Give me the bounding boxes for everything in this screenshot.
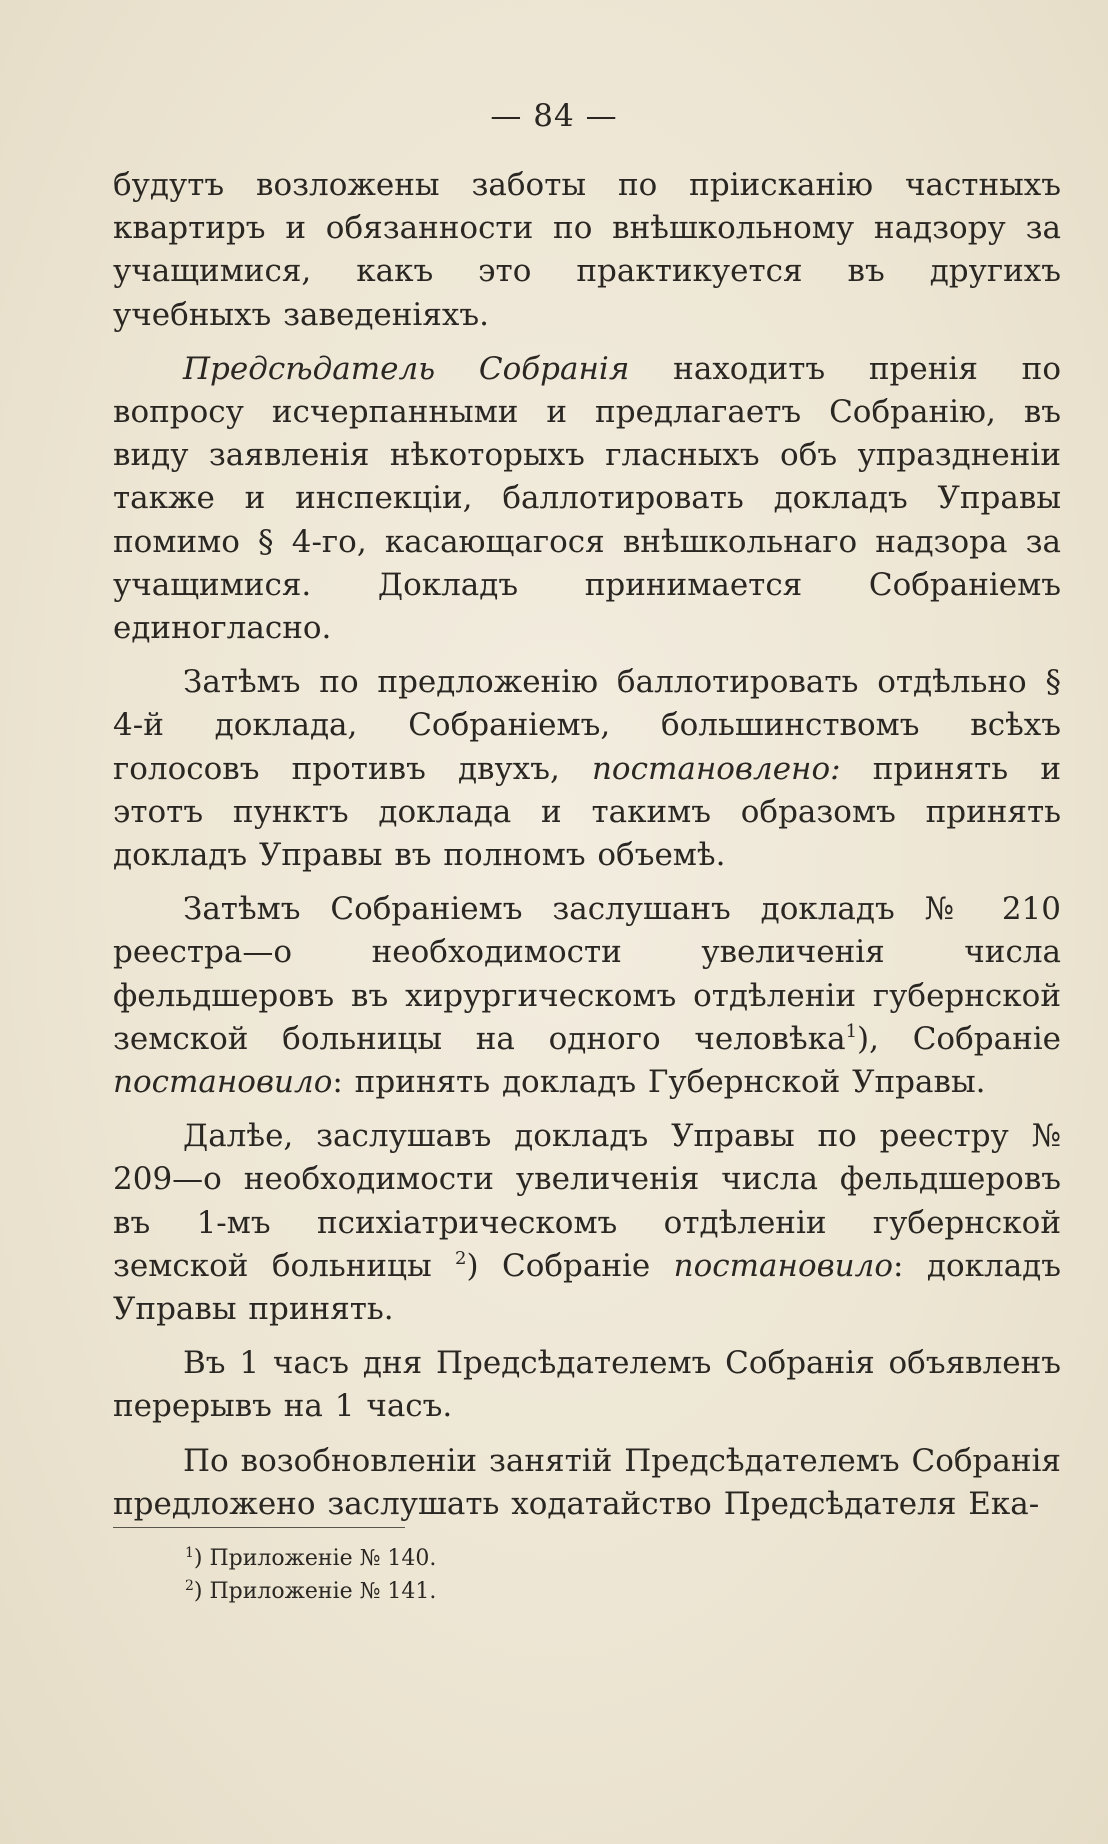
page-number: — 84 — xyxy=(490,98,618,134)
resolution-italic: постановило xyxy=(113,1064,333,1101)
paragraph-3 xyxy=(113,661,1061,877)
paragraph-7-text: По возобновленiи занятiй Предсѣдателемъ Собранiя предложено заслушать ходатайство Предсѣдателя Ека- xyxy=(113,1442,1061,1522)
paragraph-2 xyxy=(113,348,1061,650)
paragraph-4-text-after: : принять докладъ Губернской Управы. xyxy=(332,1064,986,1101)
chairman-italic-lead: Предсѣдатель Собранiя xyxy=(183,350,630,387)
footnote-mark-2: 2 xyxy=(185,1578,194,1594)
paragraph-3-text-before: Затѣмъ по предложенiю баллотировать отдѣльно § 4-й доклада, Собранiемъ, большинствомъ всѣхъ голосовъ противъ двухъ, xyxy=(113,664,1061,787)
paragraph-4 xyxy=(113,888,1061,1104)
footnote-2 xyxy=(185,1575,785,1608)
paragraph-5-text-mid: ) Собранiе xyxy=(466,1247,674,1284)
body-text xyxy=(113,164,1061,1526)
footnote-1 xyxy=(185,1542,785,1575)
paragraph-1-text: будутъ возложены заботы по прiисканiю частныхъ квартиръ и обязанности по внѣшкольному надзору за учащимися, какъ это практикуется въ другихъ учебныхъ заведенiяхъ. xyxy=(113,167,1061,333)
footnotes xyxy=(185,1542,785,1608)
footnote-1-text: ) Приложенiе № 140. xyxy=(193,1546,437,1571)
paragraph-7 xyxy=(113,1440,1061,1526)
paragraph-3-text-after: принять и этотъ пунктъ доклада и такимъ образомъ принять докладъ Управы въ полномъ объемѣ. xyxy=(113,750,1061,874)
paragraph-4-text-before: Затѣмъ Собранiемъ заслушанъ докладъ № 210 реестра—о необходимости увеличенiя числа фельдшеровъ въ хирургическомъ отдѣленiи губернской земской больницы на одного человѣка xyxy=(113,891,1061,1057)
footnote-mark-1: 1 xyxy=(185,1545,194,1561)
resolution-italic: постановило xyxy=(673,1247,894,1284)
resolution-italic: постановлено: xyxy=(591,750,841,787)
footnote-divider xyxy=(113,1527,405,1528)
paragraph-6-text: Въ 1 часъ дня Предсѣдателемъ Собранiя объявленъ перерывъ на 1 часъ. xyxy=(113,1345,1061,1425)
paragraph-2-text: находитъ пренiя по вопросу исчерпанными и предлагаетъ Собранiю, въ виду заявленiя нѣкоторыхъ гласныхъ объ упраздненiи также и инспекцiи, баллотировать докладъ Управы помимо § 4-го, касающагося внѣшкольнаго надзора за учащимися. Докладъ принимается Собранiемъ единогласно. xyxy=(113,350,1061,647)
footnote-ref-1: 1 xyxy=(845,1020,858,1042)
footnote-2-text: ) Приложенiе № 141. xyxy=(193,1579,437,1604)
paragraph-5-text-before: Далѣе, заслушавъ докладъ Управы по реестру № 209—о необходимости увеличенiя числа фельдшеровъ въ 1-мъ психiатрическомъ отдѣленiи губернской земской больницы xyxy=(113,1118,1061,1284)
paragraph-4-text-mid: ), Собранiе xyxy=(857,1020,1061,1057)
footnote-ref-2: 2 xyxy=(455,1247,467,1269)
paragraph-1 xyxy=(113,164,1061,337)
paragraph-5-text-after: : докладъ Управы принять. xyxy=(113,1247,1061,1328)
paragraph-6 xyxy=(113,1342,1061,1428)
paragraph-5 xyxy=(113,1115,1061,1331)
